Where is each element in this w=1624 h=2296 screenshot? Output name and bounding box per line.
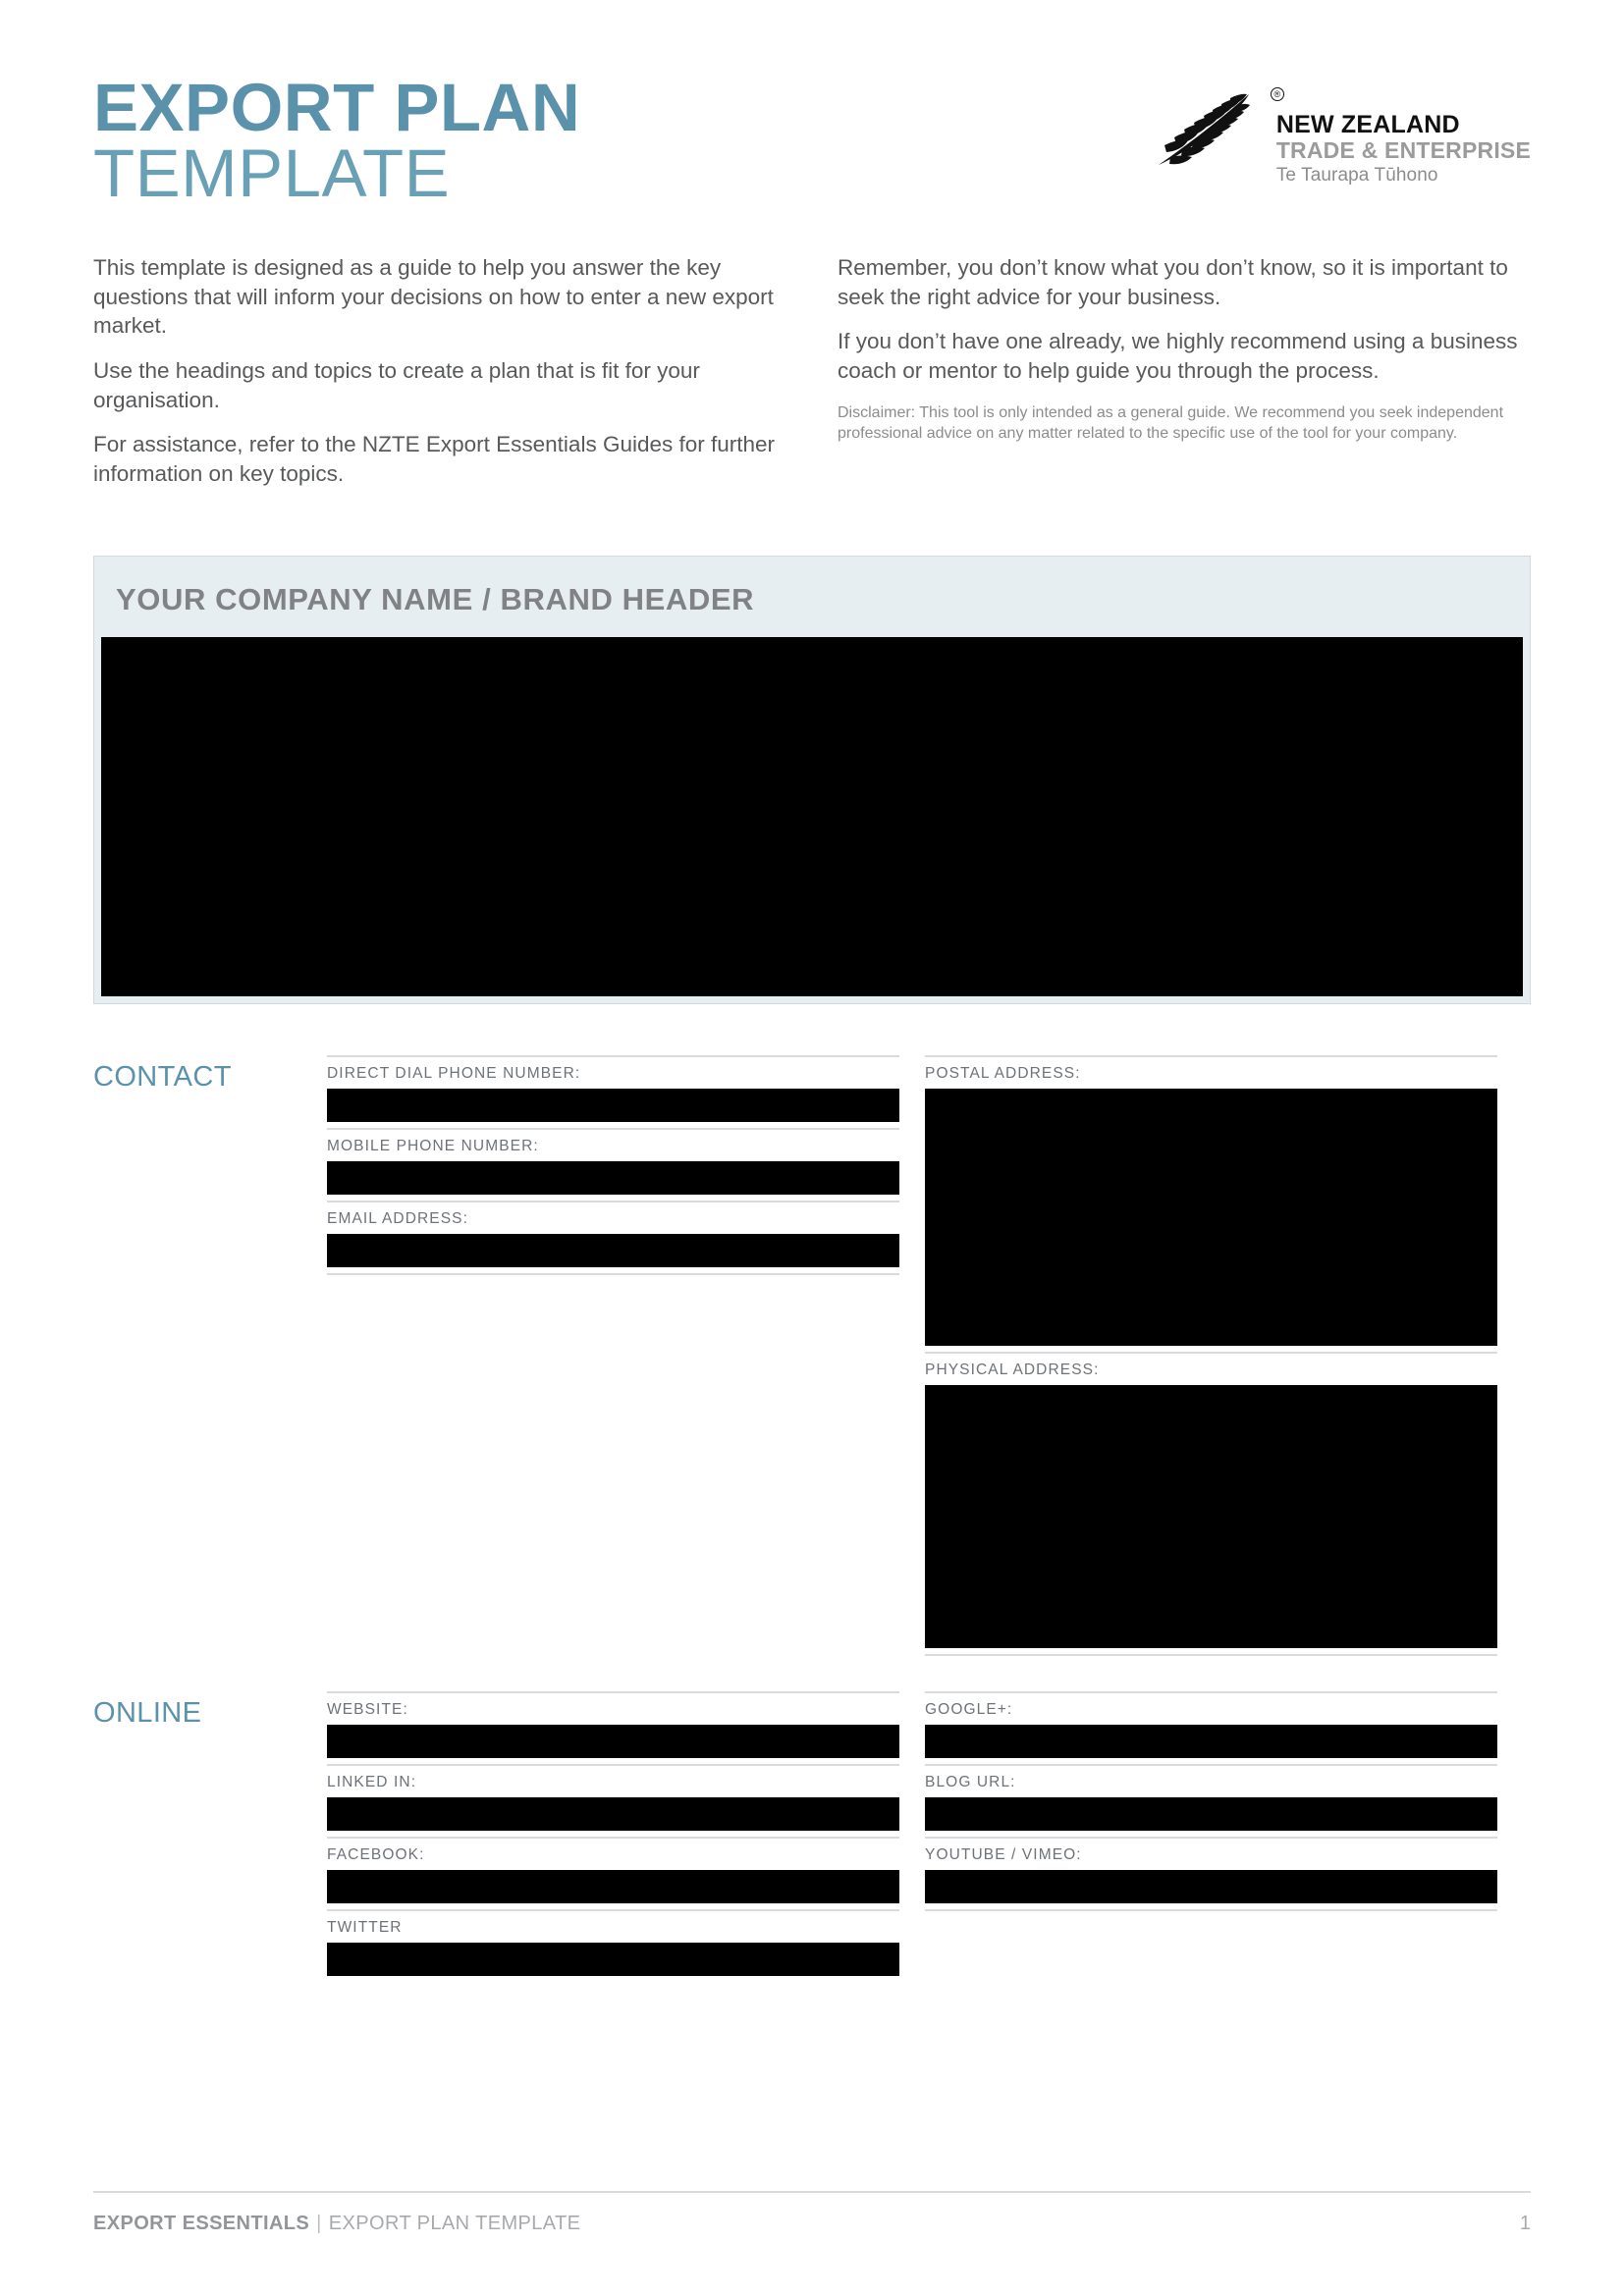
intro-paragraph: For assistance, refer to the NZTE Export Essentials Guides for further information on key topics. — [93, 432, 776, 487]
logo-wordmark — [1276, 86, 1531, 187]
field-physical-address — [925, 1352, 1497, 1656]
field-label: POSTAL ADDRESS: — [925, 1064, 1081, 1082]
field-label: GOOGLE+: — [925, 1700, 1013, 1718]
footer-divider — [93, 2191, 1531, 2193]
field-divider — [925, 1654, 1497, 1656]
blog-url-input[interactable] — [925, 1797, 1497, 1831]
field-label: EMAIL ADDRESS: — [327, 1209, 469, 1227]
nzte-logo — [1155, 86, 1531, 187]
facebook-input[interactable] — [327, 1870, 899, 1903]
field-label: TWITTER — [327, 1918, 403, 1936]
intro-paragraph: If you don’t have one already, we highly recommend using a business coach or mentor to help guide you through the process. — [838, 329, 1518, 384]
email-address-input[interactable] — [327, 1234, 899, 1267]
field-google-plus — [925, 1691, 1497, 1758]
twitter-input[interactable] — [327, 1943, 899, 1976]
trademark-icon: ® — [1271, 87, 1284, 101]
intro-column-left — [93, 253, 786, 505]
footer-brand: EXPORT ESSENTIALS — [93, 2213, 310, 2234]
disclaimer-text: Disclaimer: This tool is only intended as a general guide. We recommend you seek independent professional advice on any matter related to the specific use of the tool for your company. — [838, 403, 1504, 442]
field-email-address — [327, 1201, 899, 1275]
field-mobile-phone — [327, 1128, 899, 1195]
page-title-line2: TEMPLATE — [93, 135, 451, 212]
field-label: MOBILE PHONE NUMBER: — [327, 1137, 539, 1154]
page-number: 1 — [1519, 2213, 1531, 2234]
brand-header-input[interactable] — [101, 637, 1523, 996]
intro-paragraph: Remember, you don’t know what you don’t know, so it is important to seek the right advice for your business. — [838, 255, 1508, 309]
page-title-line1: EXPORT PLAN — [93, 70, 581, 145]
intro-column-right — [838, 253, 1531, 505]
online-fields-right — [925, 1691, 1497, 1982]
contact-section — [93, 1055, 1531, 1656]
mobile-phone-input[interactable] — [327, 1161, 899, 1195]
brand-header-title: YOUR COMPANY NAME / BRAND HEADER — [116, 581, 755, 616]
field-label: PHYSICAL ADDRESS: — [925, 1361, 1100, 1378]
online-section — [93, 1691, 1531, 1982]
logo-line-trade-enterprise: TRADE & ENTERPRISE — [1275, 136, 1531, 163]
field-facebook — [327, 1837, 899, 1903]
intro-section — [93, 253, 1531, 505]
logo-line-maori: Te Taurapa Tūhono — [1275, 165, 1438, 187]
physical-address-input[interactable] — [925, 1385, 1497, 1648]
contact-fields-right — [925, 1055, 1497, 1656]
footer-doc-name: EXPORT PLAN TEMPLATE — [328, 2213, 581, 2234]
intro-paragraph: Use the headings and topics to create a plan that is fit for your organisation. — [93, 358, 700, 412]
field-youtube-vimeo — [925, 1837, 1497, 1911]
logo-line-new-zealand: NEW ZEALAND — [1275, 111, 1460, 138]
contact-fields-left — [327, 1055, 899, 1656]
brand-header-block — [93, 556, 1531, 1004]
field-postal-address — [925, 1055, 1497, 1346]
field-label: YOUTUBE / VIMEO: — [925, 1845, 1082, 1863]
field-website — [327, 1691, 899, 1758]
section-heading-contact: CONTACT — [93, 1060, 232, 1093]
section-heading-online: ONLINE — [93, 1696, 202, 1729]
linked-in-input[interactable] — [327, 1797, 899, 1831]
field-label: WEBSITE: — [327, 1700, 408, 1718]
field-blog-url — [925, 1764, 1497, 1831]
youtube-vimeo-input[interactable] — [925, 1870, 1497, 1903]
field-linked-in — [327, 1764, 899, 1831]
intro-paragraph: This template is designed as a guide to help you answer the key questions that will inform your decisions on how to enter a new export market. — [93, 255, 774, 339]
silver-fern-icon — [1155, 86, 1281, 171]
page-footer — [93, 2191, 1531, 2235]
field-label: FACEBOOK: — [327, 1845, 425, 1863]
field-direct-dial-phone — [327, 1055, 899, 1122]
field-label: DIRECT DIAL PHONE NUMBER: — [327, 1064, 581, 1082]
direct-dial-phone-input[interactable] — [327, 1089, 899, 1122]
footer-breadcrumb — [93, 2213, 580, 2235]
field-divider — [327, 1273, 899, 1275]
field-label: LINKED IN: — [327, 1773, 417, 1790]
google-plus-input[interactable] — [925, 1725, 1497, 1758]
field-twitter — [327, 1909, 899, 1976]
field-label: BLOG URL: — [925, 1773, 1016, 1790]
masthead — [93, 0, 1531, 226]
contact-fields — [327, 1055, 1531, 1656]
online-fields — [327, 1691, 1531, 1982]
postal-address-input[interactable] — [925, 1089, 1497, 1346]
online-fields-left — [327, 1691, 899, 1982]
field-divider — [925, 1909, 1497, 1911]
website-input[interactable] — [327, 1725, 899, 1758]
footer-separator: | — [316, 2213, 322, 2234]
